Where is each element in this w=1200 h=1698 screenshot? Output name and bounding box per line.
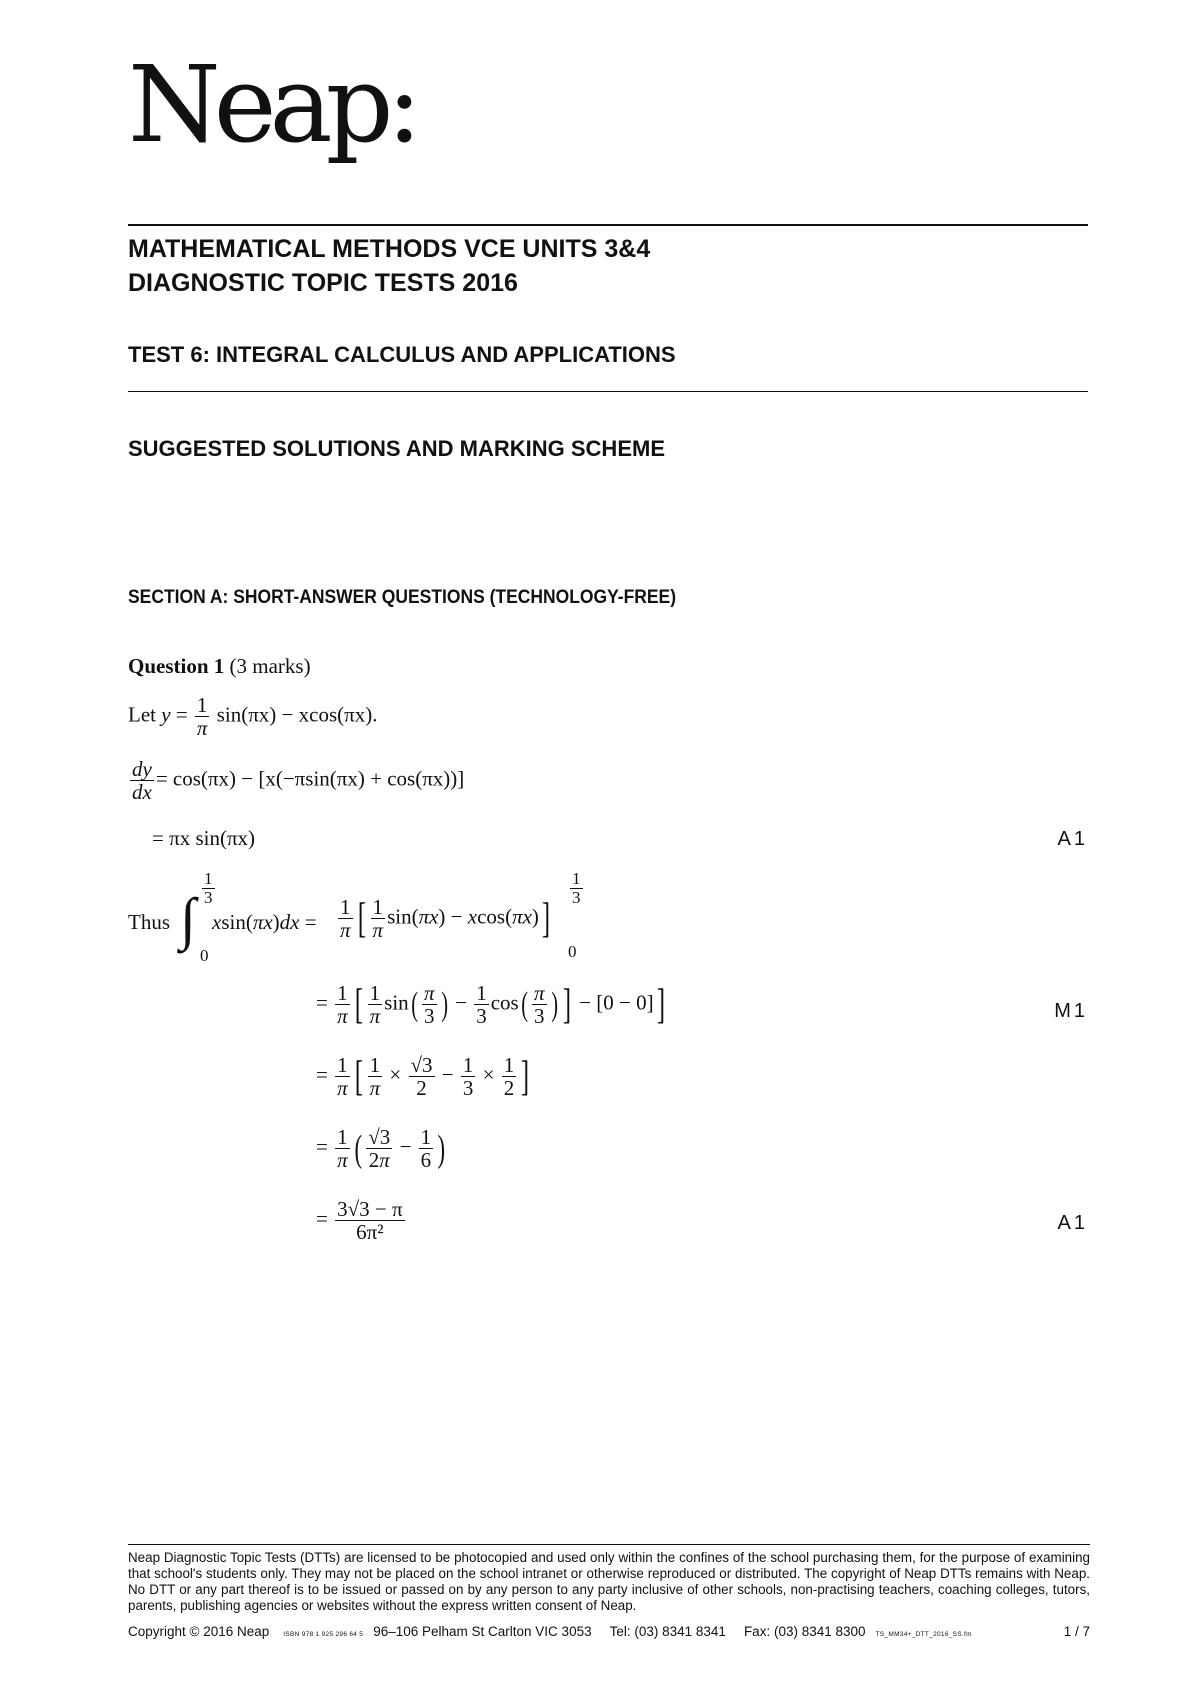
doc-title-line2: DIAGNOSTIC TOPIC TESTS 2016 [128,269,518,297]
mark-a1-final: A1 [1057,1212,1088,1234]
footer-page-number: 1 / 7 [1063,1624,1090,1639]
math-line-derivative: $\frac{dy}{dx}$ = cos(πx) − [x(−πsin(πx) + cos(πx))] [132,757,465,805]
mark-a1-first: A1 [1057,828,1088,850]
footer-fax: Fax: (03) 8341 8300 [743,1624,866,1639]
footer-tel: Tel: (03) 8341 8341 [609,1624,726,1639]
math-line-final: = $\frac{3√3 - \pi}{\text{6π²}}$ [316,1197,403,1245]
question-heading [128,654,311,679]
footer-isbn: ISBN 978 1 925 296 64 5 [283,1631,364,1638]
footer-bar [128,1624,1090,1639]
header-rule-bottom [128,391,1088,392]
math-line-combined: = $\frac{1}{\pi}$ ( $\frac{√3}{2\pi}$ − $\frac{1}{6}$ ) [316,1125,446,1173]
neap-logo: Neap: [128,43,416,166]
mark-m1: M1 [1054,1000,1088,1022]
doc-subtitle: SUGGESTED SOLUTIONS AND MARKING SCHEME [128,436,665,461]
question-label: Question 1 [128,654,225,678]
final-numerator: 3√3 − π [337,1197,403,1221]
let-expression: sin(πx) − xcos(πx). [216,702,378,727]
footer-address: 96–106 Pelham St Carlton VIC 3053 [373,1624,592,1639]
test-title: TEST 6: INTEGRAL CALCULUS AND APPLICATIONS [128,342,676,367]
footer-rule [128,1544,1090,1545]
footer-doc-code: TS_MM34+_DTT_2016_SS.fm [875,1631,972,1638]
math-line-let: Let y = $\frac{1}{\pi}$ sin(πx) − xcos(πx). [128,693,378,741]
math-line-integral: Thus ∫ $\frac{1}{3}$ 0 xsin(πx)dx = $\frac{1}{\pi}$ [ $\frac{1}{\pi}$ sin(πx) − xcos(πx)] $\frac{1}{3}$ 0 [128,869,581,965]
section-title: SECTION A: SHORT-ANSWER QUESTIONS (TECHNOLOGY-FREE) [128,587,677,608]
final-denominator: 6π² [356,1220,384,1245]
doc-title-line1: MATHEMATICAL METHODS VCE UNITS 3&4 [128,235,651,263]
math-line-substitution: = $\frac{1}{\pi}$ [ $\frac{1}{\pi}$ sin( $\frac{\pi}{3}$ ) − $\frac{1}{3}$ cos( $\frac{\pi}{3}$ ) ] − [0 − 0]] [316,981,665,1029]
math-line-values: = $\frac{1}{\pi}$ [ $\frac{1}{\pi}$ × $\frac{√3}{2}$ − $\frac{1}{3}$ × $\frac{1}{2}$ ] [316,1053,530,1101]
footer-copyright: Copyright © 2016 Neap [128,1624,270,1639]
derivative-expression: = cos(πx) − [x(−πsin(πx) + cos(πx))] [155,766,465,791]
question-marks: (3 marks) [229,654,311,678]
math-line-simplified: = πx sin(πx) [152,826,256,850]
let-word: Let [128,702,156,727]
header-rule-top [128,224,1088,226]
thus-word: Thus [128,910,170,934]
footer-notice: Neap Diagnostic Topic Tests (DTTs) are licensed to be photocopied and used only within the confines of the school purchasing them, for the purpose of examining that school's students only. They may not be placed on the school intranet or otherwise reproduced or distributed. The copyright of Neap DTTs remains with Neap. No DTT or any part thereof is to be issued or passed on by any person to any party inclusive of other schools, non-practising teachers, coaching colleges, tutors, parents, publishing agencies or websites without the express written consent of Neap. [128,1550,1090,1613]
